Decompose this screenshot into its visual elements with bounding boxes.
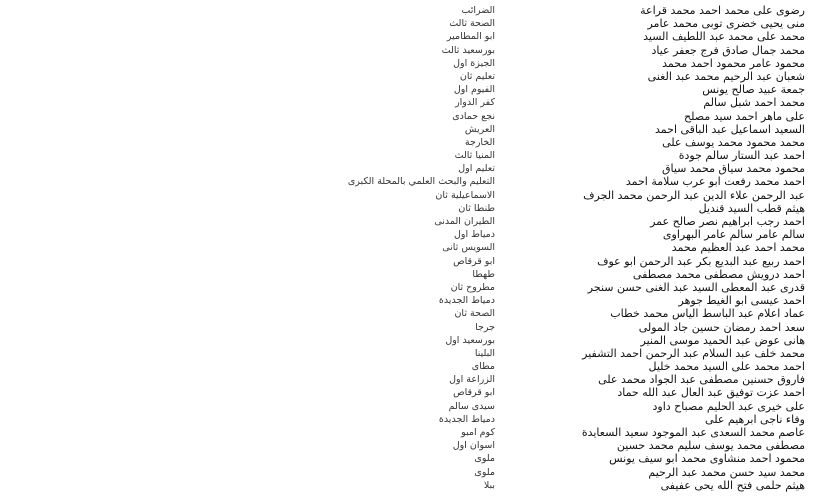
office-name: دمياط اول: [453, 229, 495, 241]
table-row: [0, 83, 825, 96]
person-name: سالم عامر سالم عامر البهراوى: [662, 228, 805, 242]
office-name: ابو قرقاص: [453, 387, 495, 399]
table-row: [0, 44, 825, 57]
office-name: طهطا: [472, 268, 495, 280]
person-name: محمد جمال صادق فرج جعفر عياد: [651, 43, 805, 57]
person-name: هانى عوض عبد الحميد موسى المنير: [640, 333, 805, 347]
office-name: ابو قرقاص: [453, 255, 495, 267]
office-name: دمياط الجديدة: [438, 413, 495, 425]
office-name: بورسعيد ثالث: [441, 44, 495, 56]
person-name: فاروق حسنين مصطفى عبد الجواد محمد على: [598, 373, 805, 387]
person-name: احمد عبد الستار سالم جودة: [678, 149, 805, 163]
table-row: [0, 30, 825, 43]
person-name: احمد عيسى ابو الغيط جوهر: [678, 294, 805, 308]
table-row: [0, 479, 825, 492]
office-name: العريش: [464, 123, 495, 135]
person-name: محمود عامر محمود احمد محمد: [662, 56, 805, 70]
office-name: تعليم ثان: [459, 70, 495, 82]
office-name: دمياط الجديدة: [438, 295, 495, 307]
office-name: المنيا ثالث: [454, 150, 495, 162]
table-row: [0, 215, 825, 228]
person-name: احمد رجب ابراهيم نصر صالح عمر: [650, 215, 805, 228]
table-row: [0, 175, 825, 188]
person-name: محمد سيد حسن محمد عبد الرحيم: [648, 465, 805, 479]
table-row: [0, 70, 825, 83]
office-name: الزراعة اول: [449, 374, 495, 386]
person-name: هيثم حلمى فتح الله يحى عفيفى: [660, 478, 805, 492]
office-name: مطاى: [471, 361, 495, 373]
table-row: [0, 123, 825, 136]
person-name: محمود محمد سياق محمد سياق: [661, 162, 805, 176]
office-name: ملوى: [474, 466, 495, 478]
office-name: بورسعيد اول: [445, 334, 495, 346]
table-row: [0, 281, 825, 294]
office-name: الصحة ثان: [454, 308, 495, 320]
person-name: محمد احمد عبد العظيم محمد: [671, 241, 805, 255]
office-name: سيدى سالم: [448, 400, 495, 412]
table-row: [0, 189, 825, 202]
office-name: التعليم والبحث العلمي بالمحلة الكبرى: [347, 176, 495, 188]
person-name: عبد الرحمن علاء الدين عبد الرحمن محمد الجرف: [583, 188, 805, 202]
person-name: احمد ربيع عبد البديع بكر عبد الرحمن ابو عوف: [597, 254, 805, 268]
office-name: جرجا: [475, 321, 495, 333]
table-row: [0, 202, 825, 215]
table-row: [0, 17, 825, 30]
table-row: [0, 149, 825, 162]
person-name: هيثم قطب السيد قنديل: [698, 201, 805, 215]
person-name: محمد خلف عبد السلام عبد الرحمن احمد التشفير: [582, 346, 805, 360]
office-name: نجع حمادى: [452, 110, 495, 122]
table-row: [0, 347, 825, 360]
person-name: احمد درويش مصطفى محمد مصطفى: [632, 267, 805, 281]
person-name: مصطفى محمد يوسف سليم محمد حسين: [616, 439, 805, 453]
office-name: الصحة ثالث: [449, 18, 495, 30]
person-name: رضوى على محمد احمد محمد قراعة: [640, 4, 805, 17]
table-row: [0, 426, 825, 439]
person-name: قدرى عبد المعطى السيد عبد الغنى حسن سنجر: [587, 280, 805, 294]
table-row: [0, 57, 825, 70]
table-row: [0, 136, 825, 149]
table-row: [0, 321, 825, 334]
table-row: [0, 360, 825, 373]
document-table: [0, 4, 825, 496]
office-name: السويس ثانى: [442, 242, 495, 254]
office-name: اسوان اول: [452, 440, 495, 452]
person-name: وفاء ناجى ابرهيم على: [705, 412, 805, 426]
table-row: [0, 466, 825, 479]
table-row: [0, 439, 825, 452]
person-name: شعبان عبد الرحيم محمد عبد الغنى: [647, 69, 805, 83]
person-name: على خيرى عبد الحليم مصباح داود: [652, 399, 805, 413]
office-name: طنطا ثان: [458, 202, 495, 214]
table-row: [0, 413, 825, 426]
office-name: الطيران المدنى: [434, 216, 495, 227]
office-name: مطروح ثان: [450, 281, 495, 293]
table-row: [0, 241, 825, 254]
table-row: [0, 4, 825, 17]
office-name: الجيزة اول: [453, 57, 495, 69]
office-name: تعليم اول: [458, 163, 495, 175]
table-row: [0, 400, 825, 413]
table-row: [0, 268, 825, 281]
person-name: احمد محمد على السيد محمد خليل: [648, 360, 805, 374]
office-name: الفيوم اول: [453, 84, 495, 96]
table-row: [0, 96, 825, 109]
table-row: [0, 255, 825, 268]
person-name: جمعة عبيد صالح يونس: [702, 83, 805, 97]
table-row: [0, 386, 825, 399]
office-name: ببلا: [483, 479, 495, 491]
office-name: الخارجة: [464, 136, 495, 148]
person-name: السعيد اسماعيل عبد الباقى احمد: [655, 122, 805, 136]
table-row: [0, 452, 825, 465]
person-name: احمد عزت توفيق عبد العال عبد الله حماد: [617, 386, 805, 400]
person-name: محمود احمد منشاوى محمد ابو سيف يونس: [609, 452, 805, 466]
table-row: [0, 373, 825, 386]
person-name: عماد اعلام عبد الباسط الياس محمد خطاب: [610, 307, 805, 321]
office-name: كفر الدوار: [455, 97, 495, 109]
person-name: على ماهر احمد سيد مصلح: [684, 109, 805, 123]
office-name: ابو المطامير: [446, 31, 495, 43]
person-name: احمد محمد رفعت ابو عرب سلامة احمد: [625, 175, 805, 189]
office-name: الاسماعيلية ثان: [435, 189, 495, 201]
table-row: [0, 110, 825, 123]
person-name: عاصم محمد السعدى عبد الموجود سعيد السعايدة: [581, 426, 805, 439]
office-name: ملوى: [474, 453, 495, 465]
person-name: محمد احمد شبل سالم: [703, 96, 805, 110]
person-name: سعد احمد رمضان حسين جاد المولى: [638, 320, 805, 334]
table-row: [0, 228, 825, 241]
table-row: [0, 162, 825, 175]
office-name: الضرائب: [461, 5, 495, 16]
person-name: منى يحيى خضرى توبى محمد عامر: [647, 17, 805, 31]
table-row: [0, 307, 825, 320]
person-name: محمد على محمد عبد اللطيف السيد: [643, 30, 805, 44]
person-name: محمد محمود محمد يوسف على: [662, 135, 805, 149]
office-name: كوم امبو: [461, 427, 495, 438]
table-row: [0, 334, 825, 347]
table-row: [0, 294, 825, 307]
office-name: البلينا: [474, 347, 495, 359]
